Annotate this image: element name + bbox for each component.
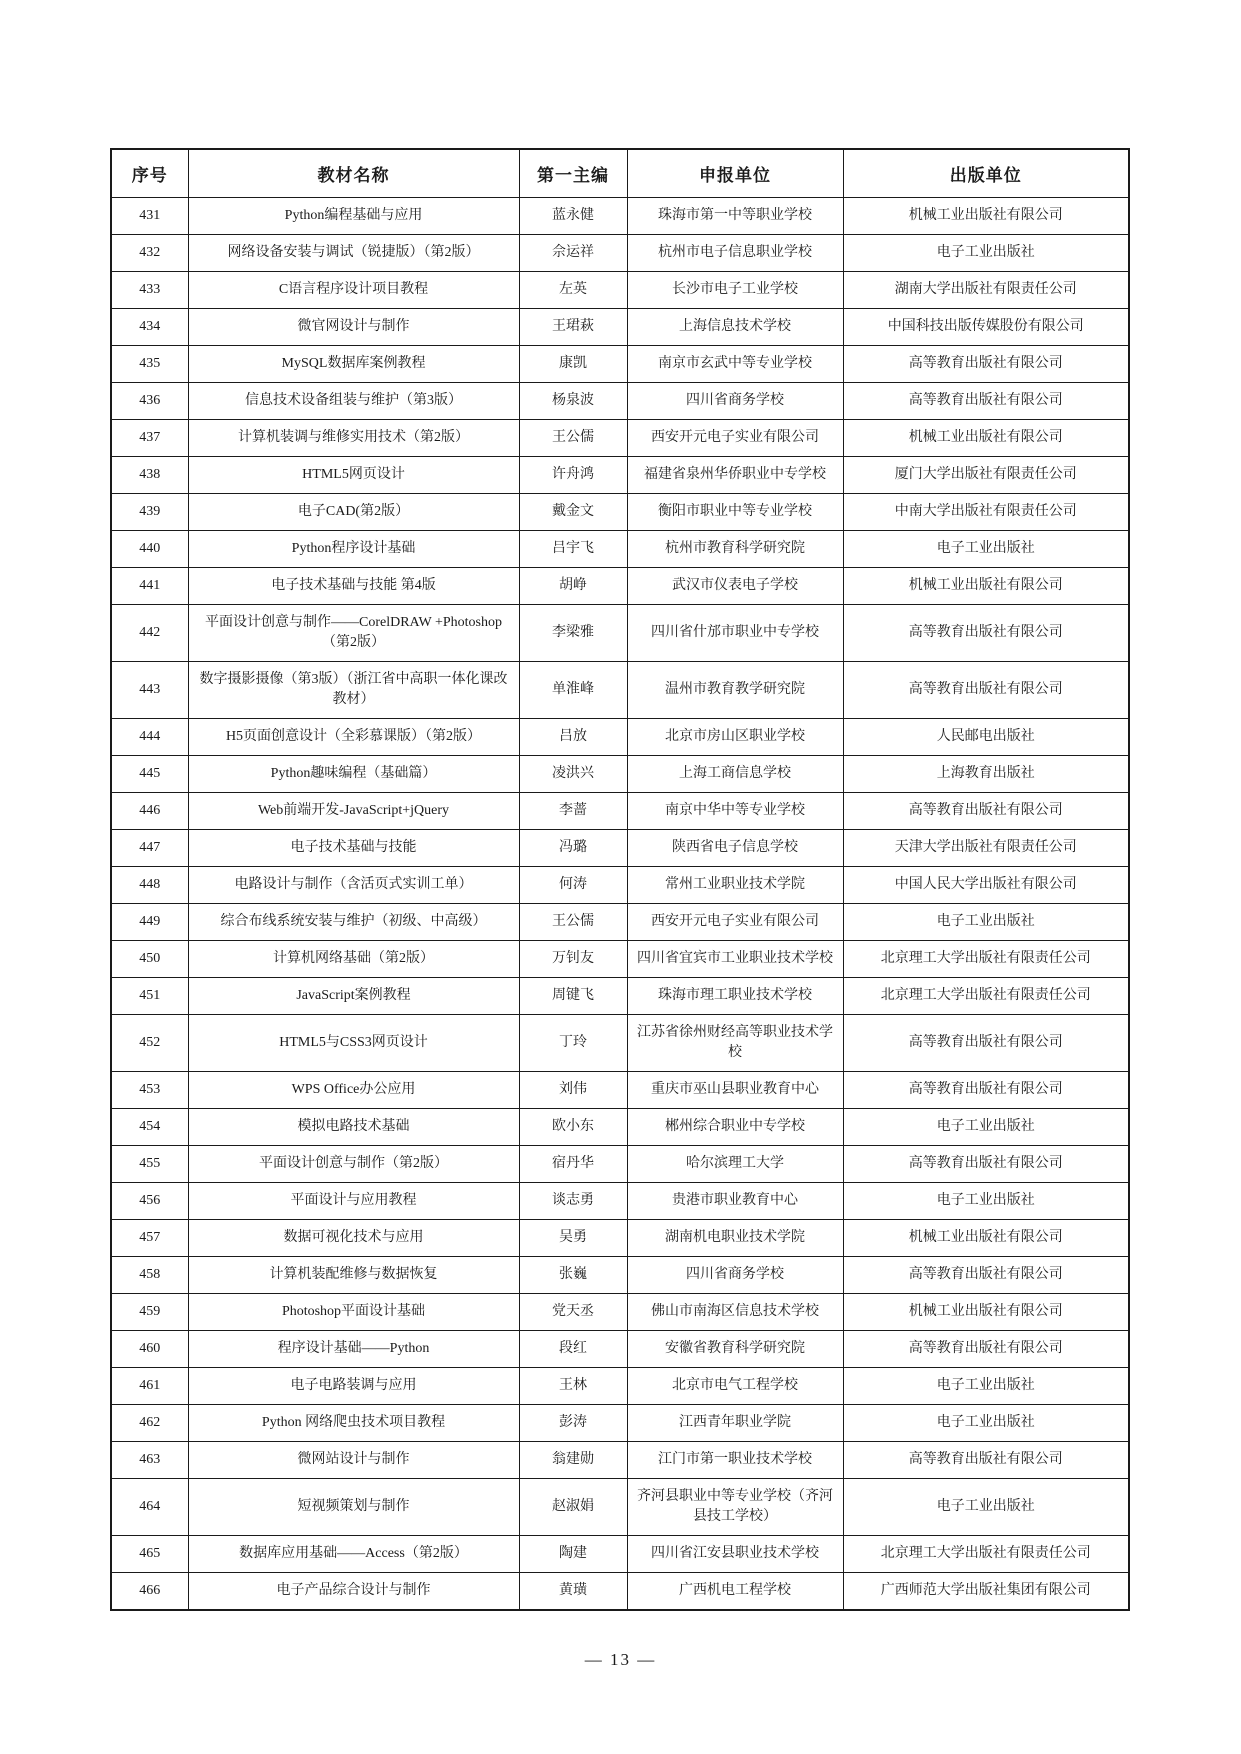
publisher-unit-cell: 湖南大学出版社有限责任公司 (843, 272, 1129, 309)
table-row (111, 1109, 1129, 1146)
row-number-cell: 439 (111, 494, 188, 531)
table-row (111, 756, 1129, 793)
row-number-cell: 436 (111, 383, 188, 420)
applicant-unit-cell: 北京市电气工程学校 (627, 1368, 843, 1405)
publisher-unit-cell: 机械工业出版社有限公司 (843, 198, 1129, 235)
table-row (111, 531, 1129, 568)
first-editor-cell: 万钊友 (519, 941, 627, 978)
table-row (111, 1368, 1129, 1405)
applicant-unit-cell: 常州工业职业技术学院 (627, 867, 843, 904)
textbook-title-cell: HTML5网页设计 (188, 457, 519, 494)
textbook-title-cell: 电子产品综合设计与制作 (188, 1573, 519, 1611)
publisher-unit-cell: 电子工业出版社 (843, 1405, 1129, 1442)
textbook-title-cell: 模拟电路技术基础 (188, 1109, 519, 1146)
row-number-cell: 457 (111, 1220, 188, 1257)
table-row (111, 793, 1129, 830)
textbook-title-cell: 数据可视化技术与应用 (188, 1220, 519, 1257)
row-number-cell: 432 (111, 235, 188, 272)
publisher-unit-cell: 广西师范大学出版社集团有限公司 (843, 1573, 1129, 1611)
applicant-unit-cell: 哈尔滨理工大学 (627, 1146, 843, 1183)
row-number-cell: 431 (111, 198, 188, 235)
first-editor-cell: 佘运祥 (519, 235, 627, 272)
row-number-cell: 454 (111, 1109, 188, 1146)
textbook-title-cell: 数字摄影摄像（第3版）（浙江省中高职一体化课改教材） (188, 662, 519, 719)
first-editor-cell: 党天丞 (519, 1294, 627, 1331)
table-row (111, 1072, 1129, 1109)
table-row (111, 1331, 1129, 1368)
publisher-unit-cell: 高等教育出版社有限公司 (843, 1072, 1129, 1109)
textbook-title-cell: 计算机装调与维修实用技术（第2版） (188, 420, 519, 457)
publisher-unit-cell: 机械工业出版社有限公司 (843, 1294, 1129, 1331)
textbook-title-cell: JavaScript案例教程 (188, 978, 519, 1015)
table-row (111, 941, 1129, 978)
table-row (111, 1146, 1129, 1183)
first-editor-cell: 王公儒 (519, 904, 627, 941)
applicant-unit-cell: 上海信息技术学校 (627, 309, 843, 346)
textbook-title-cell: HTML5与CSS3网页设计 (188, 1015, 519, 1072)
textbook-title-cell: 综合布线系统安装与维护（初级、中高级） (188, 904, 519, 941)
table-header-row (111, 149, 1129, 198)
table-row (111, 457, 1129, 494)
textbook-title-cell: Web前端开发-JavaScript+jQuery (188, 793, 519, 830)
publisher-unit-cell: 高等教育出版社有限公司 (843, 1146, 1129, 1183)
first-editor-cell: 李蔷 (519, 793, 627, 830)
textbook-title-cell: 电路设计与制作（含活页式实训工单） (188, 867, 519, 904)
table-row (111, 420, 1129, 457)
row-number-cell: 455 (111, 1146, 188, 1183)
textbook-title-cell: 信息技术设备组装与维护（第3版） (188, 383, 519, 420)
applicant-unit-cell: 西安开元电子实业有限公司 (627, 420, 843, 457)
row-number-cell: 442 (111, 605, 188, 662)
first-editor-cell: 李梁雅 (519, 605, 627, 662)
table-row (111, 605, 1129, 662)
first-editor-cell: 蓝永健 (519, 198, 627, 235)
publisher-unit-cell: 电子工业出版社 (843, 1109, 1129, 1146)
row-number-cell: 459 (111, 1294, 188, 1331)
row-number-cell: 443 (111, 662, 188, 719)
applicant-unit-cell: 重庆市巫山县职业教育中心 (627, 1072, 843, 1109)
textbook-title-cell: Python程序设计基础 (188, 531, 519, 568)
first-editor-cell: 吴勇 (519, 1220, 627, 1257)
textbook-title-cell: MySQL数据库案例教程 (188, 346, 519, 383)
first-editor-cell: 冯璐 (519, 830, 627, 867)
row-number-cell: 447 (111, 830, 188, 867)
first-editor-cell: 翁建勋 (519, 1442, 627, 1479)
row-number-cell: 445 (111, 756, 188, 793)
row-number-cell: 466 (111, 1573, 188, 1611)
applicant-unit-cell: 贵港市职业教育中心 (627, 1183, 843, 1220)
table-row (111, 662, 1129, 719)
publisher-unit-cell: 高等教育出版社有限公司 (843, 346, 1129, 383)
textbook-title-cell: 计算机网络基础（第2版） (188, 941, 519, 978)
publisher-unit-cell: 北京理工大学出版社有限责任公司 (843, 978, 1129, 1015)
applicant-unit-cell: 四川省什邡市职业中专学校 (627, 605, 843, 662)
textbook-title-cell: 短视频策划与制作 (188, 1479, 519, 1536)
textbook-table (110, 148, 1130, 1611)
row-number-cell: 452 (111, 1015, 188, 1072)
table-row (111, 494, 1129, 531)
applicant-unit-cell: 陕西省电子信息学校 (627, 830, 843, 867)
publisher-unit-cell: 高等教育出版社有限公司 (843, 1015, 1129, 1072)
textbook-title-cell: H5页面创意设计（全彩慕课版）（第2版） (188, 719, 519, 756)
publisher-unit-cell: 高等教育出版社有限公司 (843, 383, 1129, 420)
textbook-title-cell: 微官网设计与制作 (188, 309, 519, 346)
first-editor-cell: 康凯 (519, 346, 627, 383)
textbook-title-cell: C语言程序设计项目教程 (188, 272, 519, 309)
row-number-cell: 448 (111, 867, 188, 904)
publisher-unit-cell: 高等教育出版社有限公司 (843, 1257, 1129, 1294)
first-editor-cell: 刘伟 (519, 1072, 627, 1109)
row-number-cell: 453 (111, 1072, 188, 1109)
row-number-cell: 463 (111, 1442, 188, 1479)
first-editor-cell: 欧小东 (519, 1109, 627, 1146)
row-number-cell: 434 (111, 309, 188, 346)
row-number-cell: 437 (111, 420, 188, 457)
publisher-unit-cell: 中南大学出版社有限责任公司 (843, 494, 1129, 531)
applicant-unit-cell: 江苏省徐州财经高等职业技术学校 (627, 1015, 843, 1072)
publisher-unit-cell: 北京理工大学出版社有限责任公司 (843, 1536, 1129, 1573)
table-header (111, 149, 1129, 198)
applicant-unit-cell: 江门市第一职业技术学校 (627, 1442, 843, 1479)
applicant-unit-cell: 安徽省教育科学研究院 (627, 1331, 843, 1368)
applicant-unit-cell: 佛山市南海区信息技术学校 (627, 1294, 843, 1331)
row-number-cell: 456 (111, 1183, 188, 1220)
publisher-unit-cell: 机械工业出版社有限公司 (843, 568, 1129, 605)
textbook-title-cell: 电子电路装调与应用 (188, 1368, 519, 1405)
first-editor-cell: 吕宇飞 (519, 531, 627, 568)
row-number-cell: 450 (111, 941, 188, 978)
publisher-unit-cell: 天津大学出版社有限责任公司 (843, 830, 1129, 867)
first-editor-cell: 陶建 (519, 1536, 627, 1573)
table-row (111, 978, 1129, 1015)
row-number-cell: 440 (111, 531, 188, 568)
textbook-title-cell: 平面设计创意与制作——CorelDRAW +Photoshop（第2版） (188, 605, 519, 662)
applicant-unit-cell: 衡阳市职业中等专业学校 (627, 494, 843, 531)
table-row (111, 719, 1129, 756)
row-number-cell: 441 (111, 568, 188, 605)
table-row (111, 1183, 1129, 1220)
row-number-cell: 451 (111, 978, 188, 1015)
applicant-unit-cell: 四川省商务学校 (627, 1257, 843, 1294)
applicant-unit-cell: 江西青年职业学院 (627, 1405, 843, 1442)
table-body (111, 198, 1129, 1611)
applicant-unit-cell: 珠海市第一中等职业学校 (627, 198, 843, 235)
publisher-unit-cell: 电子工业出版社 (843, 904, 1129, 941)
first-editor-cell: 张巍 (519, 1257, 627, 1294)
header-row-number: 序号 (111, 149, 188, 198)
table-row (111, 904, 1129, 941)
textbook-title-cell: Photoshop平面设计基础 (188, 1294, 519, 1331)
applicant-unit-cell: 广西机电工程学校 (627, 1573, 843, 1611)
table-row (111, 1536, 1129, 1573)
publisher-unit-cell: 高等教育出版社有限公司 (843, 1331, 1129, 1368)
row-number-cell: 435 (111, 346, 188, 383)
textbook-title-cell: 电子技术基础与技能 第4版 (188, 568, 519, 605)
row-number-cell: 449 (111, 904, 188, 941)
table-row (111, 309, 1129, 346)
first-editor-cell: 彭涛 (519, 1405, 627, 1442)
table-row (111, 830, 1129, 867)
row-number-cell: 444 (111, 719, 188, 756)
row-number-cell: 465 (111, 1536, 188, 1573)
first-editor-cell: 许舟鸿 (519, 457, 627, 494)
row-number-cell: 464 (111, 1479, 188, 1536)
first-editor-cell: 王林 (519, 1368, 627, 1405)
header-publisher-unit: 出版单位 (843, 149, 1129, 198)
publisher-unit-cell: 电子工业出版社 (843, 1479, 1129, 1536)
textbook-title-cell: 平面设计创意与制作（第2版） (188, 1146, 519, 1183)
textbook-title-cell: 数据库应用基础——Access（第2版） (188, 1536, 519, 1573)
textbook-title-cell: 程序设计基础——Python (188, 1331, 519, 1368)
publisher-unit-cell: 人民邮电出版社 (843, 719, 1129, 756)
applicant-unit-cell: 湖南机电职业技术学院 (627, 1220, 843, 1257)
first-editor-cell: 丁玲 (519, 1015, 627, 1072)
applicant-unit-cell: 四川省商务学校 (627, 383, 843, 420)
publisher-unit-cell: 电子工业出版社 (843, 1183, 1129, 1220)
first-editor-cell: 杨泉波 (519, 383, 627, 420)
publisher-unit-cell: 高等教育出版社有限公司 (843, 793, 1129, 830)
table-row (111, 1479, 1129, 1536)
first-editor-cell: 左英 (519, 272, 627, 309)
table-row (111, 346, 1129, 383)
applicant-unit-cell: 西安开元电子实业有限公司 (627, 904, 843, 941)
applicant-unit-cell: 齐河县职业中等专业学校（齐河县技工学校） (627, 1479, 843, 1536)
row-number-cell: 446 (111, 793, 188, 830)
textbook-title-cell: 平面设计与应用教程 (188, 1183, 519, 1220)
textbook-title-cell: Python趣味编程（基础篇） (188, 756, 519, 793)
page-number: — 13 — (584, 1650, 657, 1669)
publisher-unit-cell: 上海教育出版社 (843, 756, 1129, 793)
header-first-editor: 第一主编 (519, 149, 627, 198)
table-row (111, 1442, 1129, 1479)
row-number-cell: 458 (111, 1257, 188, 1294)
publisher-unit-cell: 高等教育出版社有限公司 (843, 605, 1129, 662)
table-row (111, 1257, 1129, 1294)
applicant-unit-cell: 武汉市仪表电子学校 (627, 568, 843, 605)
row-number-cell: 433 (111, 272, 188, 309)
row-number-cell: 461 (111, 1368, 188, 1405)
table-row (111, 1220, 1129, 1257)
applicant-unit-cell: 杭州市电子信息职业学校 (627, 235, 843, 272)
publisher-unit-cell: 中国人民大学出版社有限公司 (843, 867, 1129, 904)
applicant-unit-cell: 温州市教育教学研究院 (627, 662, 843, 719)
textbook-title-cell: Python 网络爬虫技术项目教程 (188, 1405, 519, 1442)
row-number-cell: 462 (111, 1405, 188, 1442)
table-row (111, 198, 1129, 235)
first-editor-cell: 段红 (519, 1331, 627, 1368)
publisher-unit-cell: 电子工业出版社 (843, 235, 1129, 272)
textbook-title-cell: 微网站设计与制作 (188, 1442, 519, 1479)
applicant-unit-cell: 南京中华中等专业学校 (627, 793, 843, 830)
textbook-title-cell: 电子技术基础与技能 (188, 830, 519, 867)
first-editor-cell: 凌洪兴 (519, 756, 627, 793)
publisher-unit-cell: 机械工业出版社有限公司 (843, 420, 1129, 457)
applicant-unit-cell: 上海工商信息学校 (627, 756, 843, 793)
table-row (111, 1405, 1129, 1442)
first-editor-cell: 谈志勇 (519, 1183, 627, 1220)
textbook-title-cell: WPS Office办公应用 (188, 1072, 519, 1109)
table-row (111, 272, 1129, 309)
table-row (111, 235, 1129, 272)
row-number-cell: 460 (111, 1331, 188, 1368)
first-editor-cell: 宿丹华 (519, 1146, 627, 1183)
header-applicant-unit: 申报单位 (627, 149, 843, 198)
first-editor-cell: 王珺萩 (519, 309, 627, 346)
header-textbook-title: 教材名称 (188, 149, 519, 198)
table-row (111, 1294, 1129, 1331)
first-editor-cell: 吕放 (519, 719, 627, 756)
first-editor-cell: 王公儒 (519, 420, 627, 457)
publisher-unit-cell: 中国科技出版传媒股份有限公司 (843, 309, 1129, 346)
applicant-unit-cell: 四川省江安县职业技术学校 (627, 1536, 843, 1573)
textbook-title-cell: 网络设备安装与调试（锐捷版）（第2版） (188, 235, 519, 272)
publisher-unit-cell: 电子工业出版社 (843, 1368, 1129, 1405)
applicant-unit-cell: 杭州市教育科学研究院 (627, 531, 843, 568)
table-row (111, 383, 1129, 420)
applicant-unit-cell: 福建省泉州华侨职业中专学校 (627, 457, 843, 494)
applicant-unit-cell: 北京市房山区职业学校 (627, 719, 843, 756)
textbook-title-cell: Python编程基础与应用 (188, 198, 519, 235)
textbook-title-cell: 计算机装配维修与数据恢复 (188, 1257, 519, 1294)
table-row (111, 867, 1129, 904)
applicant-unit-cell: 南京市玄武中等专业学校 (627, 346, 843, 383)
applicant-unit-cell: 四川省宜宾市工业职业技术学校 (627, 941, 843, 978)
first-editor-cell: 单淮峰 (519, 662, 627, 719)
first-editor-cell: 周键飞 (519, 978, 627, 1015)
publisher-unit-cell: 机械工业出版社有限公司 (843, 1220, 1129, 1257)
first-editor-cell: 胡峥 (519, 568, 627, 605)
applicant-unit-cell: 郴州综合职业中专学校 (627, 1109, 843, 1146)
applicant-unit-cell: 珠海市理工职业技术学校 (627, 978, 843, 1015)
table-row (111, 1015, 1129, 1072)
first-editor-cell: 戴金文 (519, 494, 627, 531)
first-editor-cell: 黄璜 (519, 1573, 627, 1611)
publisher-unit-cell: 高等教育出版社有限公司 (843, 662, 1129, 719)
publisher-unit-cell: 厦门大学出版社有限责任公司 (843, 457, 1129, 494)
publisher-unit-cell: 电子工业出版社 (843, 531, 1129, 568)
publisher-unit-cell: 高等教育出版社有限公司 (843, 1442, 1129, 1479)
row-number-cell: 438 (111, 457, 188, 494)
table-row (111, 1573, 1129, 1611)
publisher-unit-cell: 北京理工大学出版社有限责任公司 (843, 941, 1129, 978)
textbook-title-cell: 电子CAD(第2版） (188, 494, 519, 531)
applicant-unit-cell: 长沙市电子工业学校 (627, 272, 843, 309)
table-row (111, 568, 1129, 605)
first-editor-cell: 赵淑娟 (519, 1479, 627, 1536)
first-editor-cell: 何涛 (519, 867, 627, 904)
